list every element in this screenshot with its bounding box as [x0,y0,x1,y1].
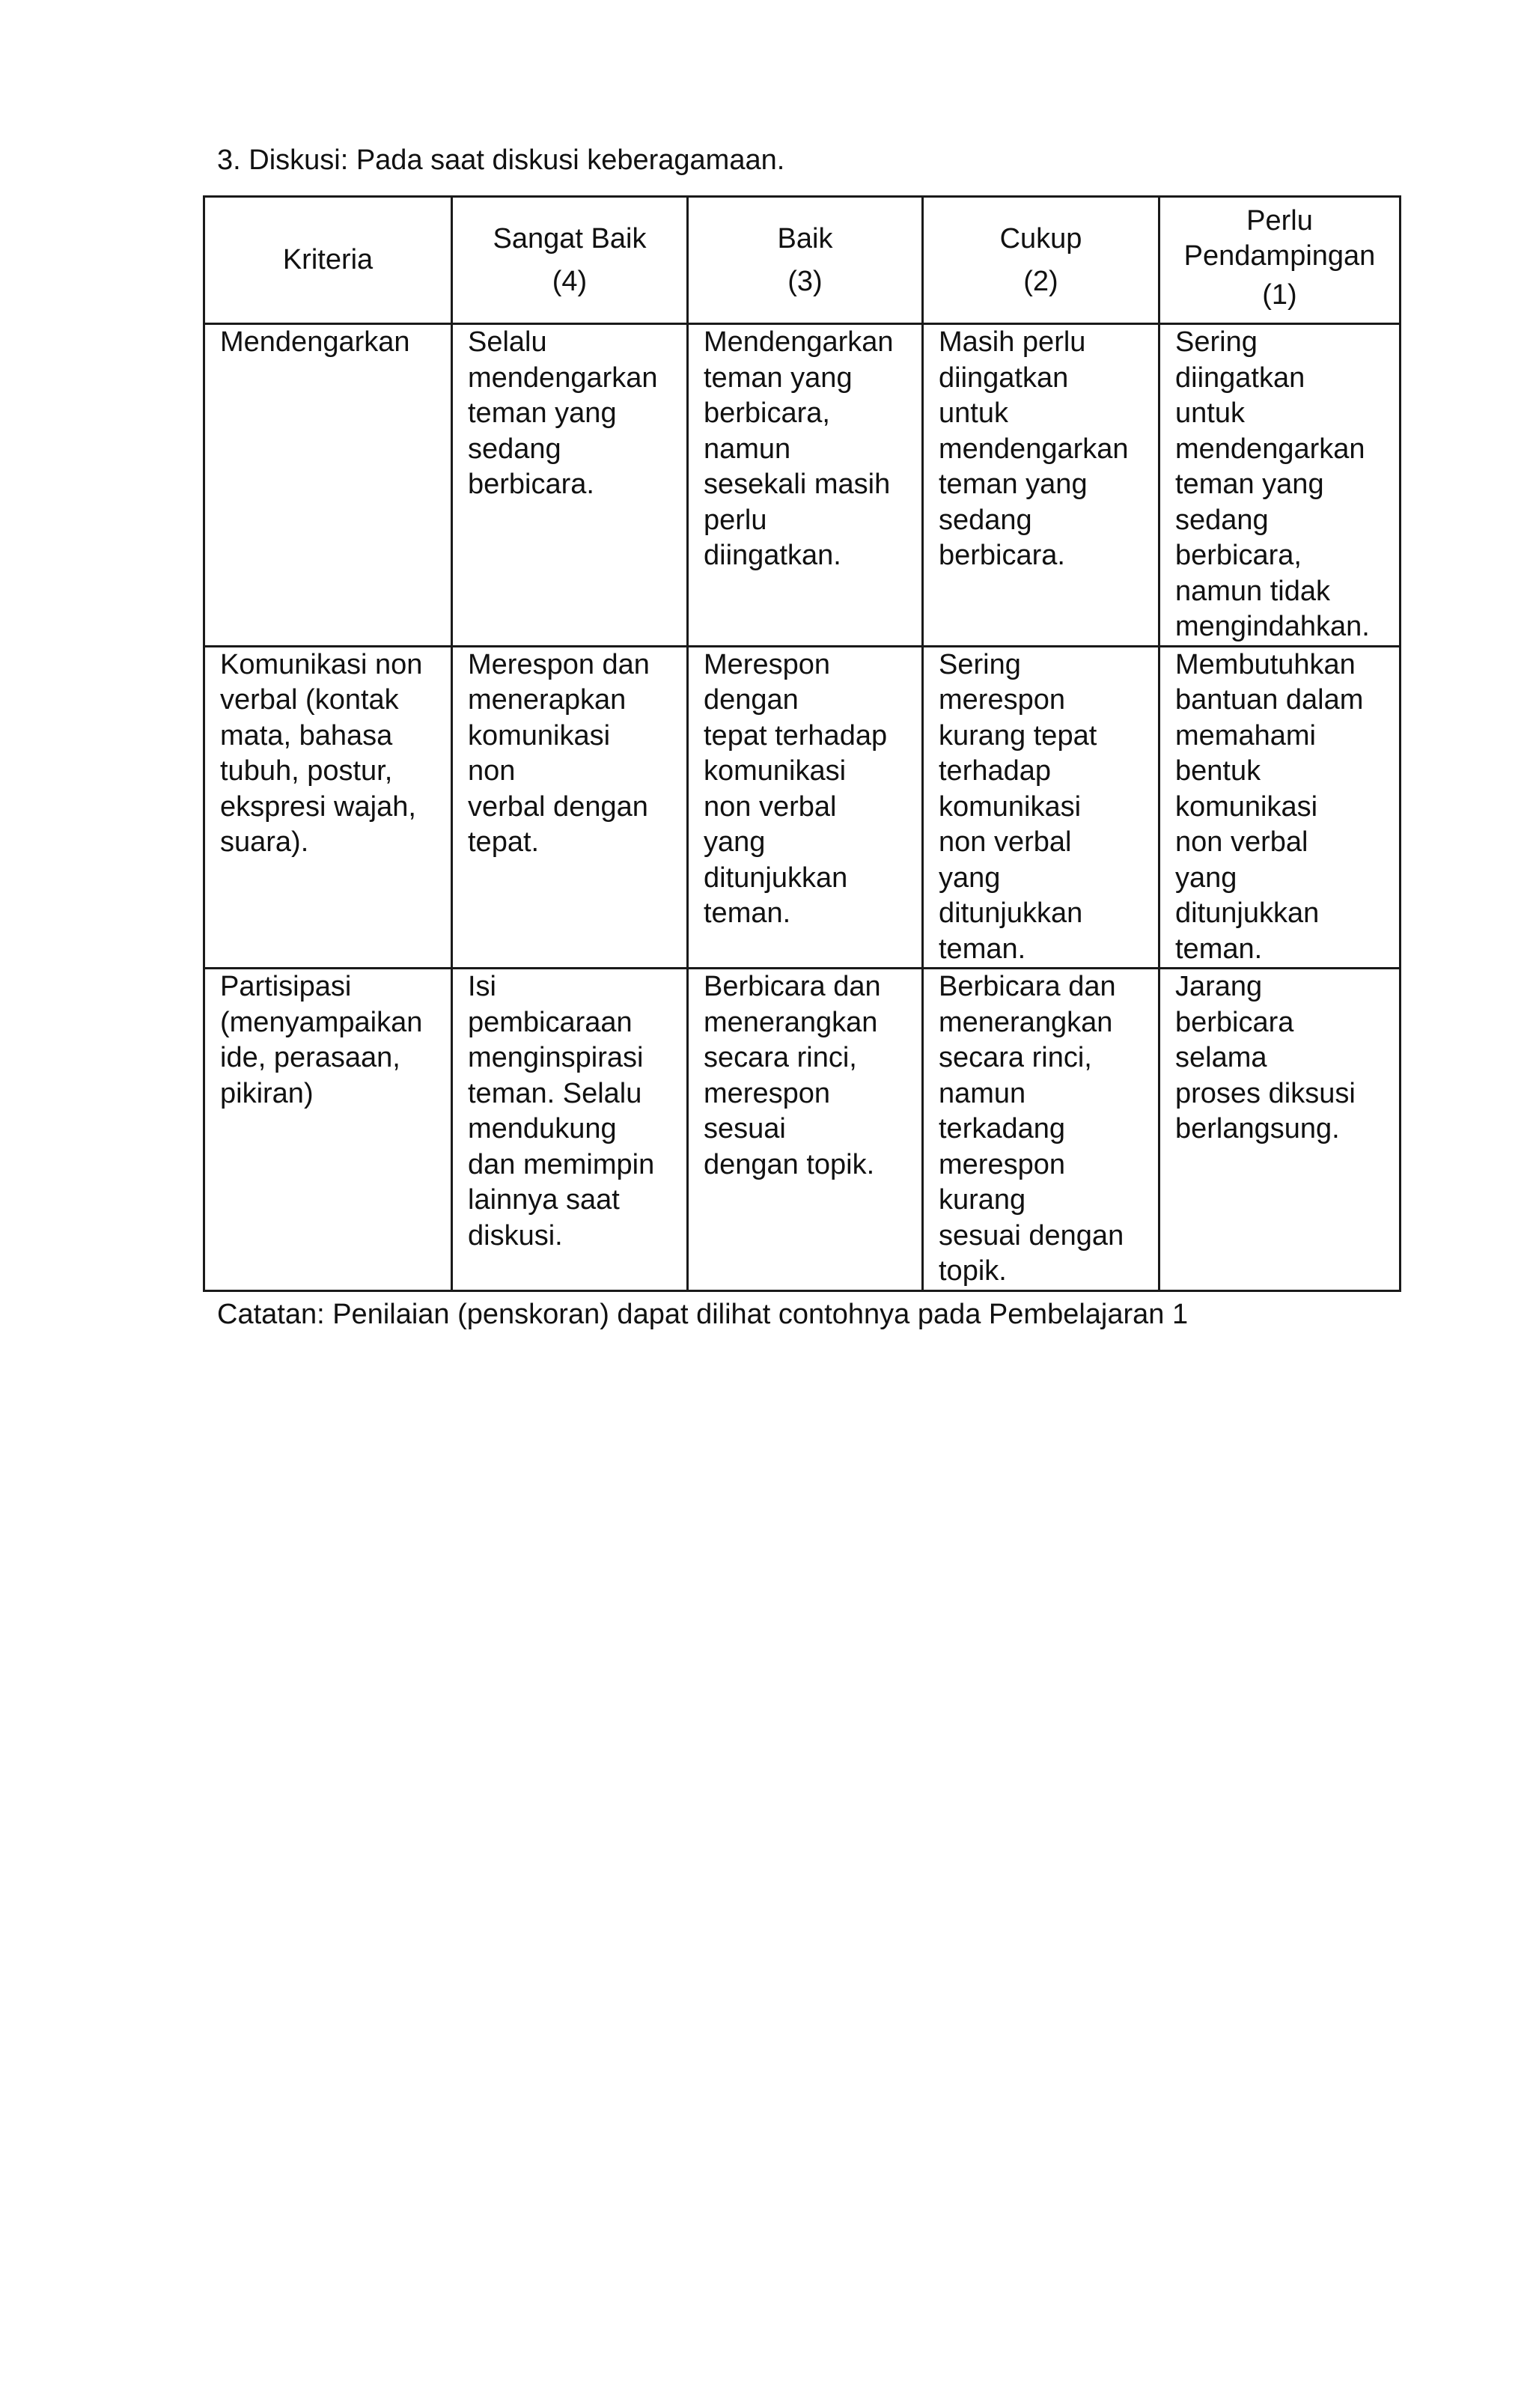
header-label: Kriteria [282,243,374,275]
rubric-text: Isi pembicaraan menginspirasi teman. Selalu mendukung dan memimpin lainnya saat diskusi. [468,971,655,1252]
criterion-text: Komunikasi non verbal (kontak mata, bahasa tubuh, postur, ekspresi wajah, suara). [220,648,423,858]
rubric-cell [923,646,1159,969]
rubric-text: Sering merespon kurang tepat terhadap komunikasi non verbal yang ditunjukkan teman. [939,648,1097,965]
rubric-text: Mendengarkan teman yang berbicara, namun sesekali masih perlu diingatkan. [704,326,894,571]
header-row [204,197,1401,324]
header-score: (1) [1262,279,1297,311]
rubric-cell [923,969,1159,1291]
header-cukup [923,197,1159,324]
header-label: Baik [777,222,833,254]
table-row [204,324,1401,647]
header-score: (2) [1023,265,1058,297]
criterion-text: Mendengarkan [220,326,410,358]
footnote: Catatan: Penilaian (penskoran) dapat dilihat contohnya pada Pembelajaran 1 [217,1299,1189,1330]
header-label: Sangat Baik [493,222,647,254]
rubric-text: Merespon dengan tepat terhadap komunikasi non verbal yang ditunjukkan teman. [704,648,888,929]
rubric-text: Selalu mendengarkan teman yang sedang berbicara. [468,326,658,500]
rubric-cell [688,646,923,969]
rubric-text: Masih perlu diingatkan untuk mendengarkan teman yang sedang berbicara. [939,326,1129,571]
rubric-text: Berbicara dan menerangkan secara rinci, merespon sesuai dengan topik. [704,971,881,1180]
header-kriteria [204,197,452,324]
header-score: (4) [552,265,588,297]
table-row [204,646,1401,969]
header-label: Perlu Pendampingan [1183,205,1376,272]
rubric-cell [452,324,688,647]
criterion-cell [204,969,452,1291]
header-baik [688,197,923,324]
rubric-text: Membutuhkan bantuan dalam memahami bentuk komunikasi non verbal yang ditunjukkan teman. [1175,648,1364,965]
section-heading: 3. Diskusi: Pada saat diskusi keberagamaan. [217,144,785,176]
rubric-text: Berbicara dan menerangkan secara rinci, namun terkadang merespon kurang sesuai dengan topik. [939,971,1124,1287]
rubric-cell [923,324,1159,647]
criterion-cell [204,324,452,647]
header-label: Cukup [999,222,1082,254]
rubric-cell [452,969,688,1291]
rubric-text: Sering diingatkan untuk mendengarkan teman yang sedang berbicara, namun tidak mengindahkan. [1175,326,1370,642]
criterion-text: Partisipasi (menyampaikan ide, perasaan, pikiran) [220,971,423,1109]
table-row [204,969,1401,1291]
rubric-text: Jarang berbicara selama proses diksusi berlangsung. [1175,971,1356,1144]
header-sangat-baik [452,197,688,324]
rubric-cell [688,969,923,1291]
rubric-cell [1159,646,1401,969]
header-perlu-pendampingan [1159,197,1401,324]
rubric-cell [688,324,923,647]
rubric-cell [1159,324,1401,647]
rubric-table [203,195,1401,1292]
header-score: (3) [787,265,823,297]
rubric-text: Merespon dan menerapkan komunikasi non verbal dengan tepat. [468,648,650,858]
criterion-cell [204,646,452,969]
rubric-cell [452,646,688,969]
rubric-cell [1159,969,1401,1291]
